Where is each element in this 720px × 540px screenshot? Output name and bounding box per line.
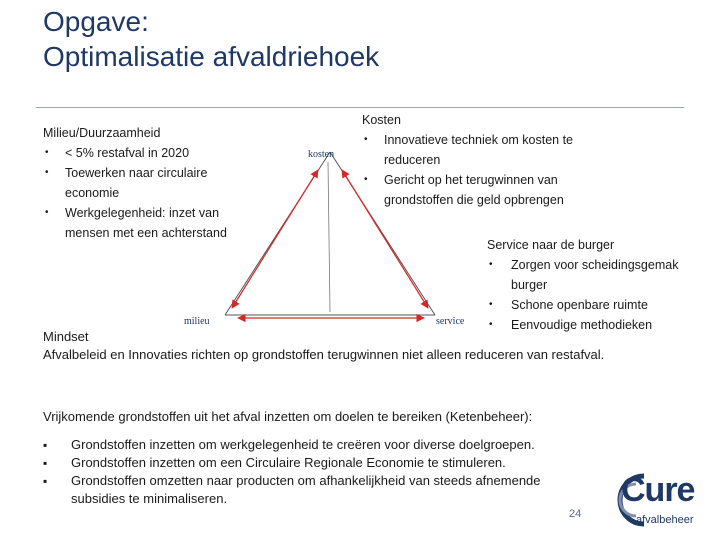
slide-title bbox=[43, 4, 683, 74]
afvaldriehoek-diagram bbox=[180, 140, 480, 330]
label-milieu: milieu bbox=[184, 316, 210, 327]
service-list bbox=[487, 255, 692, 335]
label-kosten: kosten bbox=[308, 149, 335, 160]
milieu-item: • Toewerken naar circulaire economie bbox=[43, 163, 243, 203]
milieu-item: • < 5% restafval in 2020 bbox=[43, 143, 243, 163]
kosten-heading: Kosten bbox=[362, 113, 401, 127]
cure-logo bbox=[606, 468, 716, 538]
service-block bbox=[487, 235, 692, 335]
ketenbeheer-block bbox=[43, 408, 643, 508]
logo-subtitle: afvalbeheer bbox=[636, 514, 694, 526]
kosten-item: • Innovatieve techniek om kosten te reduceren bbox=[362, 130, 602, 170]
ketenbeheer-item: ▪ Grondstoffen inzetten om een Circulaire Regionale Economie te stimuleren. bbox=[43, 454, 583, 472]
milieu-item: • Werkgelegenheid: inzet van mensen met een achterstand bbox=[43, 203, 243, 243]
service-heading: Service naar de burger bbox=[487, 238, 615, 252]
kosten-item: • Gericht op het terugwinnen van grondstoffen die geld opbrengen bbox=[362, 170, 602, 210]
arrow-kosten-service bbox=[342, 170, 428, 308]
mindset-heading: Mindset bbox=[43, 329, 89, 344]
title-divider bbox=[36, 107, 684, 108]
mindset-block bbox=[43, 328, 643, 364]
mindset-text: Afvalbeleid en Innovaties richten op grondstoffen terugwinnen niet alleen reduceren van restafval. bbox=[43, 347, 605, 362]
title-line-2: Optimalisatie afvaldriehoek bbox=[43, 41, 380, 72]
ketenbeheer-list bbox=[43, 436, 583, 508]
logo-wordmark: Cure bbox=[621, 471, 695, 509]
title-line-1: Opgave: bbox=[43, 6, 149, 37]
ketenbeheer-item: ▪ Grondstoffen inzetten om werkgelegenheid te creëren voor diverse doelgroepen. bbox=[43, 436, 583, 454]
ketenbeheer-intro: Vrijkomende grondstoffen uit het afval inzetten om doelen te bereiken (Ketenbeheer): bbox=[43, 409, 533, 424]
arrow-kosten-milieu bbox=[232, 170, 318, 308]
service-item: • Eenvoudige methodieken bbox=[487, 315, 692, 335]
milieu-heading: Milieu/Duurzaamheid bbox=[43, 126, 161, 140]
ketenbeheer-item: ▪ Grondstoffen omzetten naar producten om afhankelijkheid van steeds afnemende subsidies te minimaliseren. bbox=[43, 472, 583, 508]
page-number: 24 bbox=[569, 508, 582, 520]
service-item: • Schone openbare ruimte bbox=[487, 295, 692, 315]
service-item: • Zorgen voor scheidingsgemak burger bbox=[487, 255, 692, 295]
label-service: service bbox=[436, 316, 465, 327]
arrow-kosten-down bbox=[328, 162, 330, 312]
